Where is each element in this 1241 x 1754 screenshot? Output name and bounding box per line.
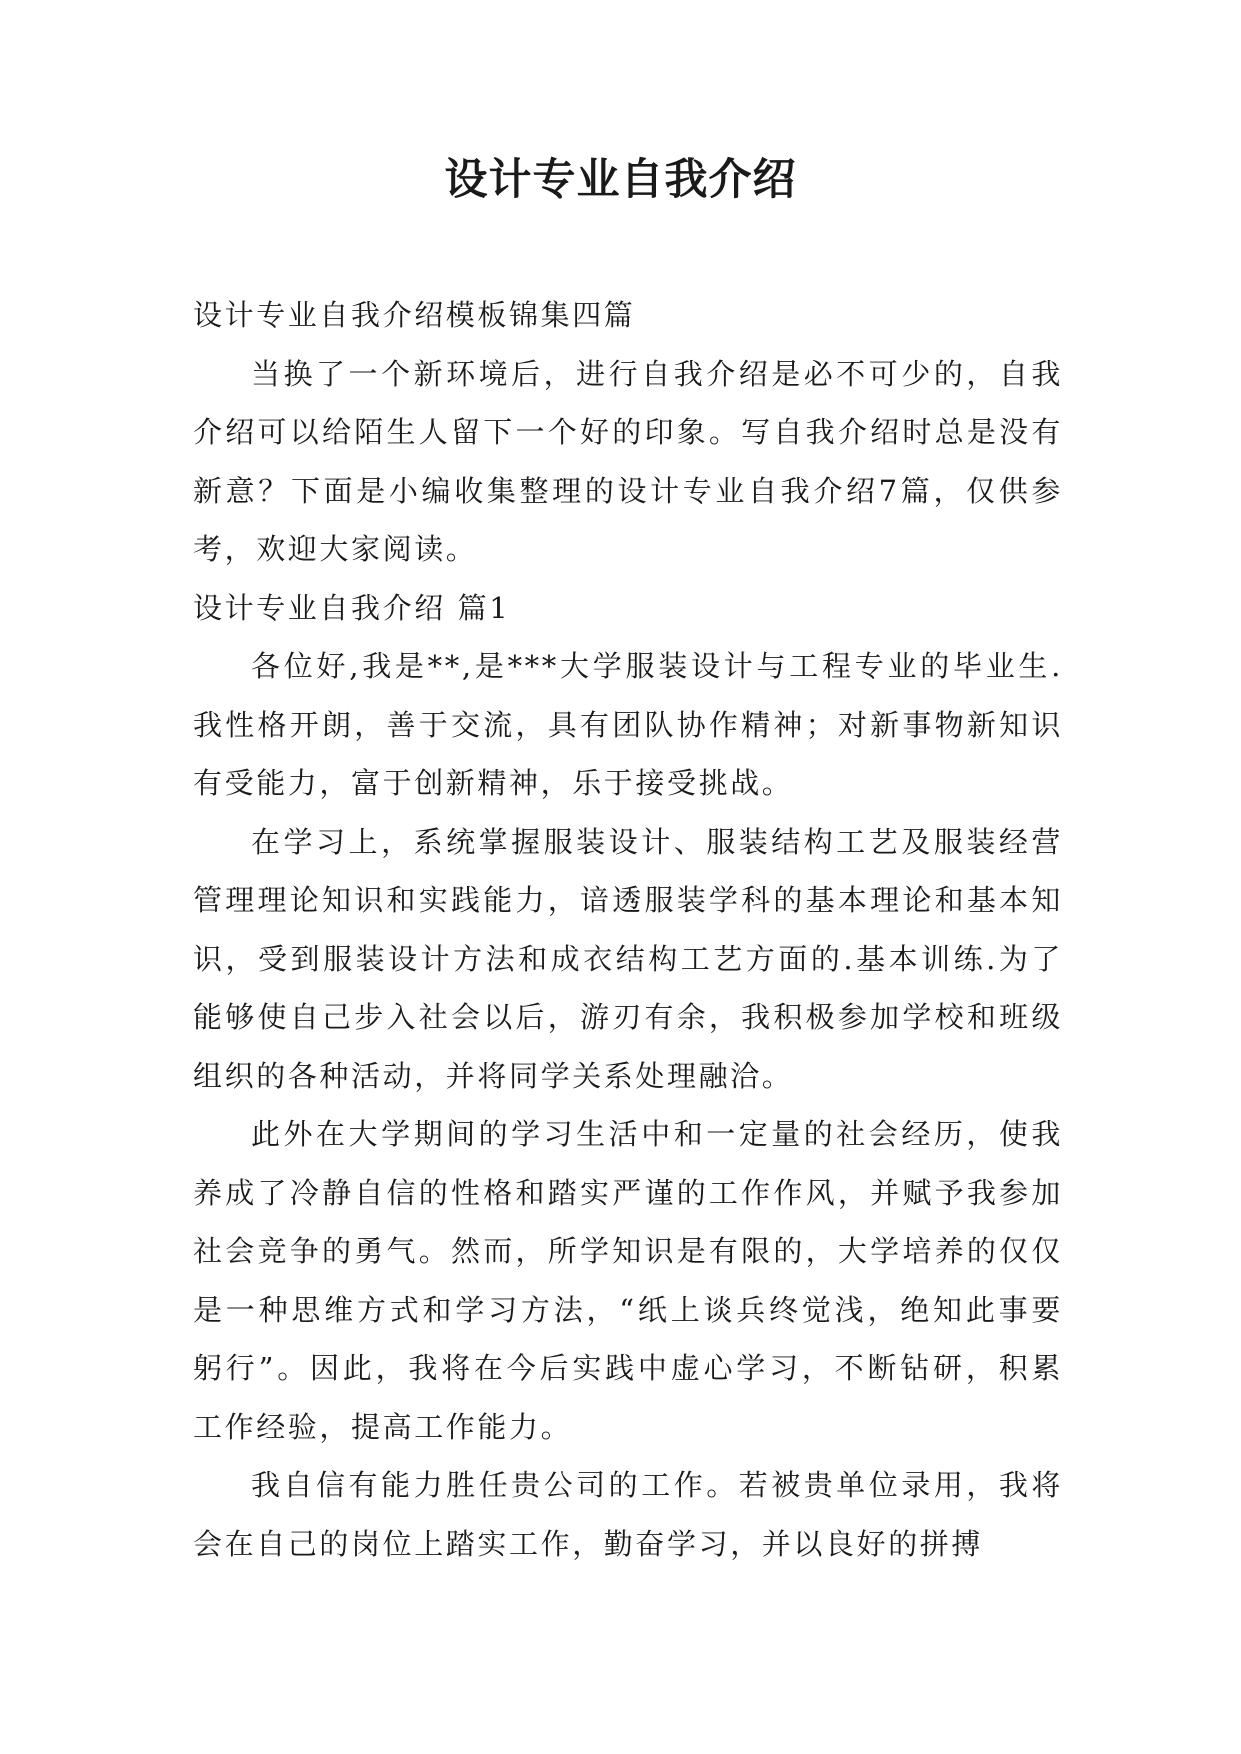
intro-paragraph: 当换了一个新环境后，进行自我介绍是必不可少的，自我介绍可以给陌生人留下一个好的印象。写自我介绍时总是没有新意？下面是小编收集整理的设计专业自我介绍7篇，仅供参考，欢迎大家阅读。 — [193, 356, 1063, 566]
body-paragraph-3: 此外在大学期间的学习生活中和一定量的社会经历，使我养成了冷静自信的性格和踏实严谨的工作作风，并赋予我参加社会竞争的勇气。然而，所学知识是有限的，大学培养的仅仅是一种思维方式和学习方法，“纸上谈兵终觉浅，绝知此事要躬行”。因此，我将在今后实践中虚心学习，不断钻研，积累工作经验，提高工作能力。 — [193, 1117, 1063, 1444]
document-title: 设计专业自我介绍 — [444, 155, 797, 205]
body-paragraph-4: 我自信有能力胜任贵公司的工作。若被贵单位录用，我将会在自己的岗位上踏实工作，勤奋学习，并以良好的拼搏 — [193, 1468, 1063, 1561]
body-paragraph-1: 各位好,我是**,是***大学服装设计与工程专业的毕业生.我性格开朗，善于交流，具有团队协作精神；对新事物新知识有受能力，富于创新精神，乐于接受挑战。 — [193, 649, 1063, 800]
body-paragraph-2: 在学习上，系统掌握服装设计、服装结构工艺及服装经营管理理论知识和实践能力，谙透服装学科的基本理论和基本知识，受到服装设计方法和成衣结构工艺方面的.基本训练.为了能够使自己步入社会以后，游刃有余，我积极参加学校和班级组织的各种活动，并将同学关系处理融洽。 — [193, 824, 1063, 1093]
document-subtitle: 设计专业自我介绍模板锦集四篇 — [193, 298, 636, 332]
document-body — [193, 286, 1063, 1573]
section-heading: 设计专业自我介绍 篇1 — [193, 590, 511, 625]
